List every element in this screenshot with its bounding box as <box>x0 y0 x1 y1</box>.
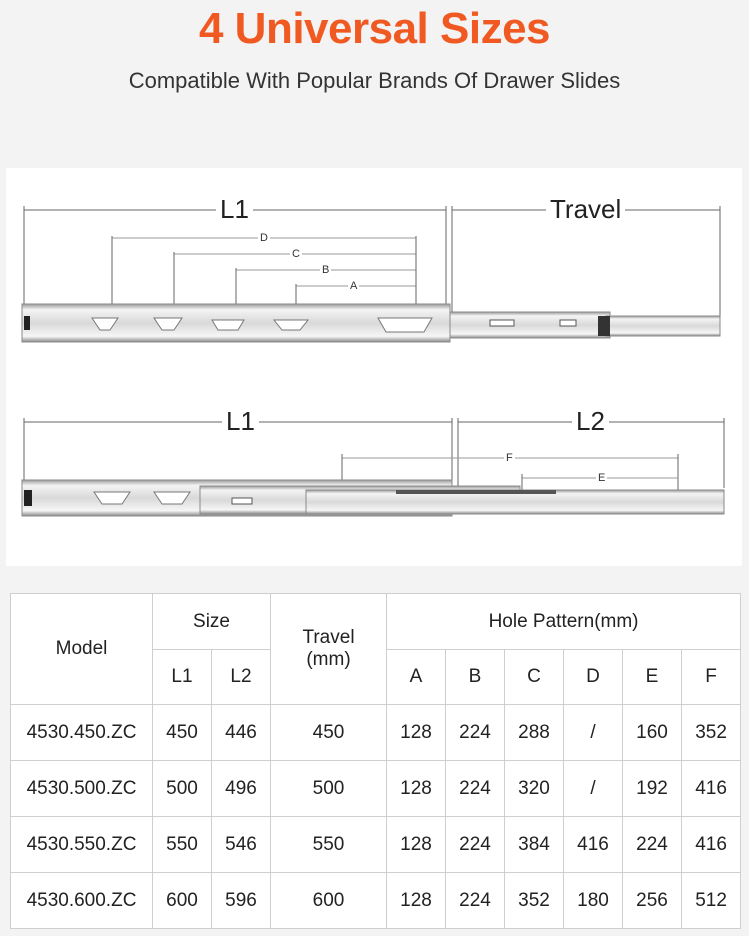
cell-d: / <box>564 761 623 817</box>
top-l1-label: L1 <box>216 194 253 224</box>
cell-model: 4530.550.ZC <box>11 817 153 873</box>
cell-travel: 550 <box>271 817 387 873</box>
cell-e: 160 <box>623 705 682 761</box>
top-travel-label: Travel <box>546 194 625 224</box>
table-row <box>11 873 741 929</box>
cell-e: 192 <box>623 761 682 817</box>
cell-f: 416 <box>682 761 741 817</box>
cell-l2: 496 <box>212 761 271 817</box>
cell-model: 4530.450.ZC <box>11 705 153 761</box>
hole-a-label: A <box>350 280 358 292</box>
table-row <box>11 705 741 761</box>
cell-f: 352 <box>682 705 741 761</box>
cell-travel: 450 <box>271 705 387 761</box>
hole-b-label: B <box>322 264 330 276</box>
header-f: F <box>682 650 741 705</box>
cell-model: 4530.600.ZC <box>11 873 153 929</box>
header-a: A <box>387 650 446 705</box>
slide-drawing <box>6 168 742 566</box>
cell-b: 224 <box>446 873 505 929</box>
cell-d: 416 <box>564 817 623 873</box>
hole-e-label: E <box>598 472 606 484</box>
header-c: C <box>505 650 564 705</box>
bottom-slide <box>22 480 724 516</box>
bottom-l1-label: L1 <box>222 406 259 436</box>
page-title: 4 Universal Sizes <box>198 4 551 53</box>
cell-e: 256 <box>623 873 682 929</box>
header-e: E <box>623 650 682 705</box>
cell-travel: 600 <box>271 873 387 929</box>
header-l2: L2 <box>212 650 271 705</box>
cell-f: 512 <box>682 873 741 929</box>
header-b: B <box>446 650 505 705</box>
page-subtitle: Compatible With Popular Brands Of Drawer Slides <box>128 68 621 93</box>
top-slide <box>22 304 720 342</box>
slide-diagram <box>6 168 742 566</box>
cell-l2: 546 <box>212 817 271 873</box>
hole-c-label: C <box>292 248 300 260</box>
spec-table <box>10 593 741 929</box>
cell-d: / <box>564 705 623 761</box>
cell-l1: 500 <box>153 761 212 817</box>
cell-l2: 596 <box>212 873 271 929</box>
hole-f-label: F <box>506 452 513 464</box>
cell-c: 352 <box>505 873 564 929</box>
hole-d-label: D <box>260 232 268 244</box>
cell-l1: 550 <box>153 817 212 873</box>
header-hole-pattern: Hole Pattern(mm) <box>387 594 741 650</box>
cell-a: 128 <box>387 873 446 929</box>
cell-a: 128 <box>387 705 446 761</box>
header-l1: L1 <box>153 650 212 705</box>
header-travel: Travel (mm) <box>271 594 387 705</box>
cell-b: 224 <box>446 817 505 873</box>
cell-l2: 446 <box>212 705 271 761</box>
cell-a: 128 <box>387 817 446 873</box>
cell-l1: 450 <box>153 705 212 761</box>
cell-a: 128 <box>387 761 446 817</box>
cell-c: 320 <box>505 761 564 817</box>
table-row <box>11 817 741 873</box>
bottom-l2-label: L2 <box>572 406 609 436</box>
cell-model: 4530.500.ZC <box>11 761 153 817</box>
cell-c: 288 <box>505 705 564 761</box>
header-d: D <box>564 650 623 705</box>
header-size: Size <box>153 594 271 650</box>
cell-d: 180 <box>564 873 623 929</box>
cell-b: 224 <box>446 761 505 817</box>
table-row <box>11 761 741 817</box>
header-model: Model <box>11 594 153 705</box>
cell-e: 224 <box>623 817 682 873</box>
cell-l1: 600 <box>153 873 212 929</box>
cell-b: 224 <box>446 705 505 761</box>
cell-travel: 500 <box>271 761 387 817</box>
cell-c: 384 <box>505 817 564 873</box>
cell-f: 416 <box>682 817 741 873</box>
